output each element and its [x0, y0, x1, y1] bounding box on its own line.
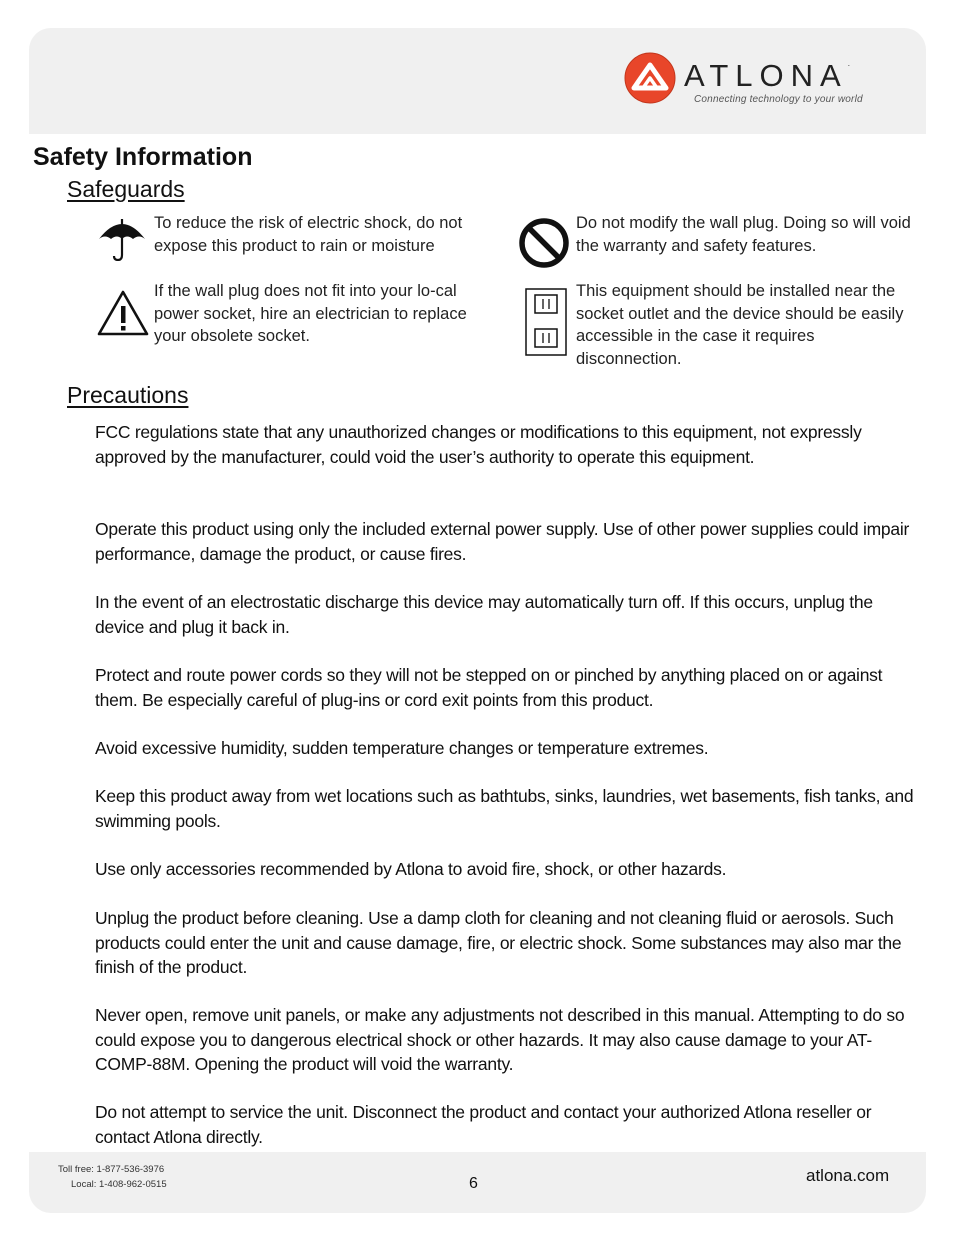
- atlona-logo-icon: [624, 52, 676, 104]
- footer-local-phone: Local: 1-408-962-0515: [71, 1179, 167, 1190]
- precaution-item: Operate this product using only the included external power supply. Use of other power supplies could impair performance, damage the product, or cause fires.: [95, 519, 910, 564]
- precaution-item: Do not attempt to service the unit. Disconnect the product and contact your authorized Atlona reseller or contact Atlona directly.: [95, 1102, 872, 1147]
- safeguard-text-1: To reduce the risk of electric shock, do not expose this product to rain or moisture: [154, 214, 463, 255]
- footer-website: atlona.com: [806, 1166, 890, 1185]
- precaution-item: Avoid excessive humidity, sudden temperature changes or temperature extremes.: [95, 738, 709, 758]
- precaution-item: In the event of an electrostatic discharge this device may automatically turn off. If this occurs, unplug the device and plug it back in.: [95, 592, 873, 637]
- warning-triangle-icon: [97, 289, 149, 337]
- precaution-item: Unplug the product before cleaning. Use a damp cloth for cleaning and not cleaning fluid or aerosols. Such products could enter the unit and cause damage, fire, or electric shock. Some substances may also mar the finish of the product.: [95, 908, 902, 977]
- safeguard-text-3: Do not modify the wall plug. Doing so will void the warranty and safety features.: [576, 214, 911, 255]
- precaution-item: Protect and route power cords so they will not be stepped on or pinched by anything placed on or against them. Be especially careful of plug-ins or cord exit points from this product.: [95, 665, 883, 710]
- precaution-item: FCC regulations state that any unauthorized changes or modifications to this equipment, not expressly approved by the manufacturer, could void the user’s authority to operate this equipment.: [95, 422, 862, 467]
- page-title: Safety Information: [33, 143, 253, 171]
- brand-tagline: Connecting technology to your world: [694, 94, 863, 105]
- brand-name: ATLONA.: [684, 58, 850, 93]
- precautions-title: Precautions: [67, 382, 189, 408]
- safeguard-text-2: If the wall plug does not fit into your lo-cal power socket, hire an electrician to replace your obsolete socket.: [154, 282, 467, 346]
- precaution-item: Keep this product away from wet locations such as bathtubs, sinks, laundries, wet basements, fish tanks, and swimming pools.: [95, 786, 914, 831]
- wall-outlet-icon: [525, 288, 567, 356]
- umbrella-icon: [97, 215, 147, 261]
- footer-toll-free: Toll free: 1-877-536-3976: [58, 1164, 165, 1175]
- atlona-logo: [624, 52, 909, 112]
- page-number: 6: [469, 1175, 478, 1192]
- safeguards-title: Safeguards: [67, 176, 185, 202]
- safeguard-text-4: This equipment should be installed near the socket outlet and the device should be easily accessible in the case it requires disconnection.: [576, 282, 904, 368]
- precaution-item: Never open, remove unit panels, or make any adjustments not described in this manual. Attempting to do so could expose you to dangerous electrical shock or other hazards. It may also cause damage to your AT-COMP-88M. Opening the product will void the warranty.: [95, 1005, 905, 1074]
- prohibited-icon: [518, 217, 570, 269]
- precaution-item: Use only accessories recommended by Atlona to avoid fire, shock, or other hazards.: [95, 859, 727, 879]
